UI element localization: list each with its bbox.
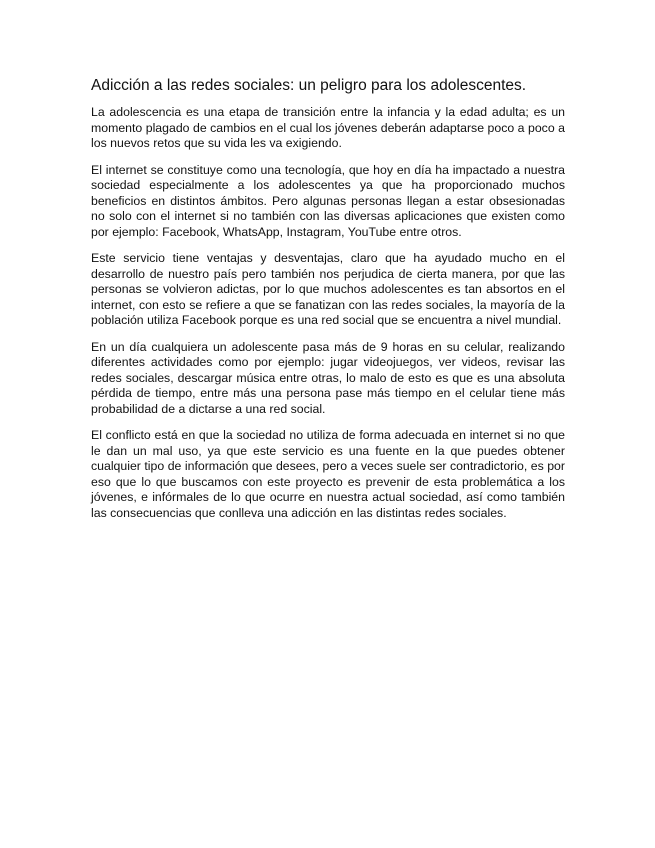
paragraph-internet: El internet se constituye como una tecnología, que hoy en día ha impactado a nuestra sociedad especialmente a los adolescentes ya que ha proporcionado muchos beneficios en distintos ámbitos. Pero algunas personas llegan a estar obsesionadas no solo con el internet si no también con las diversas aplicaciones que existen como por ejemplo: Facebook, WhatsApp, Instagram, YouTube entre otros. bbox=[91, 162, 565, 239]
page-title: Adicción a las redes sociales: un peligro para los adolescentes. bbox=[91, 77, 527, 94]
paragraph-celular: En un día cualquiera un adolescente pasa más de 9 horas en su celular, realizando diferentes actividades como por ejemplo: jugar videojuegos, ver videos, revisar las redes sociales, descargar música entre otras, lo malo de esto es que es una absoluta pérdida de tiempo, entre más una persona pase más tiempo en el celular tiene más probabilidad de a dictarse a una red social. bbox=[91, 339, 565, 416]
document-body bbox=[91, 76, 565, 532]
paragraph-ventajas: Este servicio tiene ventajas y desventajas, claro que ha ayudado mucho en el desarrollo de nuestro país pero también nos perjudica de cierta manera, por que las personas se volvieron adictas, por lo que muchos adolescentes es tan absortos en el internet, con esto se refiere a que se fanatizan con las redes sociales, la mayoría de la población utiliza Facebook porque es una red social que se encuentra a nivel mundial. bbox=[91, 251, 565, 327]
paragraph-conflicto: El conflicto está en que la sociedad no utiliza de forma adecuada en internet si no que le dan un mal uso, ya que este servicio es una fuente en la que puedes obtener cualquier tipo de información que desees, pero a veces suele ser contradictorio, es por eso que lo que buscamos con este proyecto es prevenir de esta problemática a los jóvenes, e infórmales de lo que ocurre en nuestra actual sociedad, así como también las consecuencias que conlleva una adicción en las distintas redes sociales. bbox=[91, 428, 565, 520]
paragraph-intro: La adolescencia es una etapa de transición entre la infancia y la edad adulta; es un momento plagado de cambios en el cual los jóvenes deberán adaptarse poco a poco a los nuevos retos que su vida les va exigiendo. bbox=[91, 105, 565, 150]
